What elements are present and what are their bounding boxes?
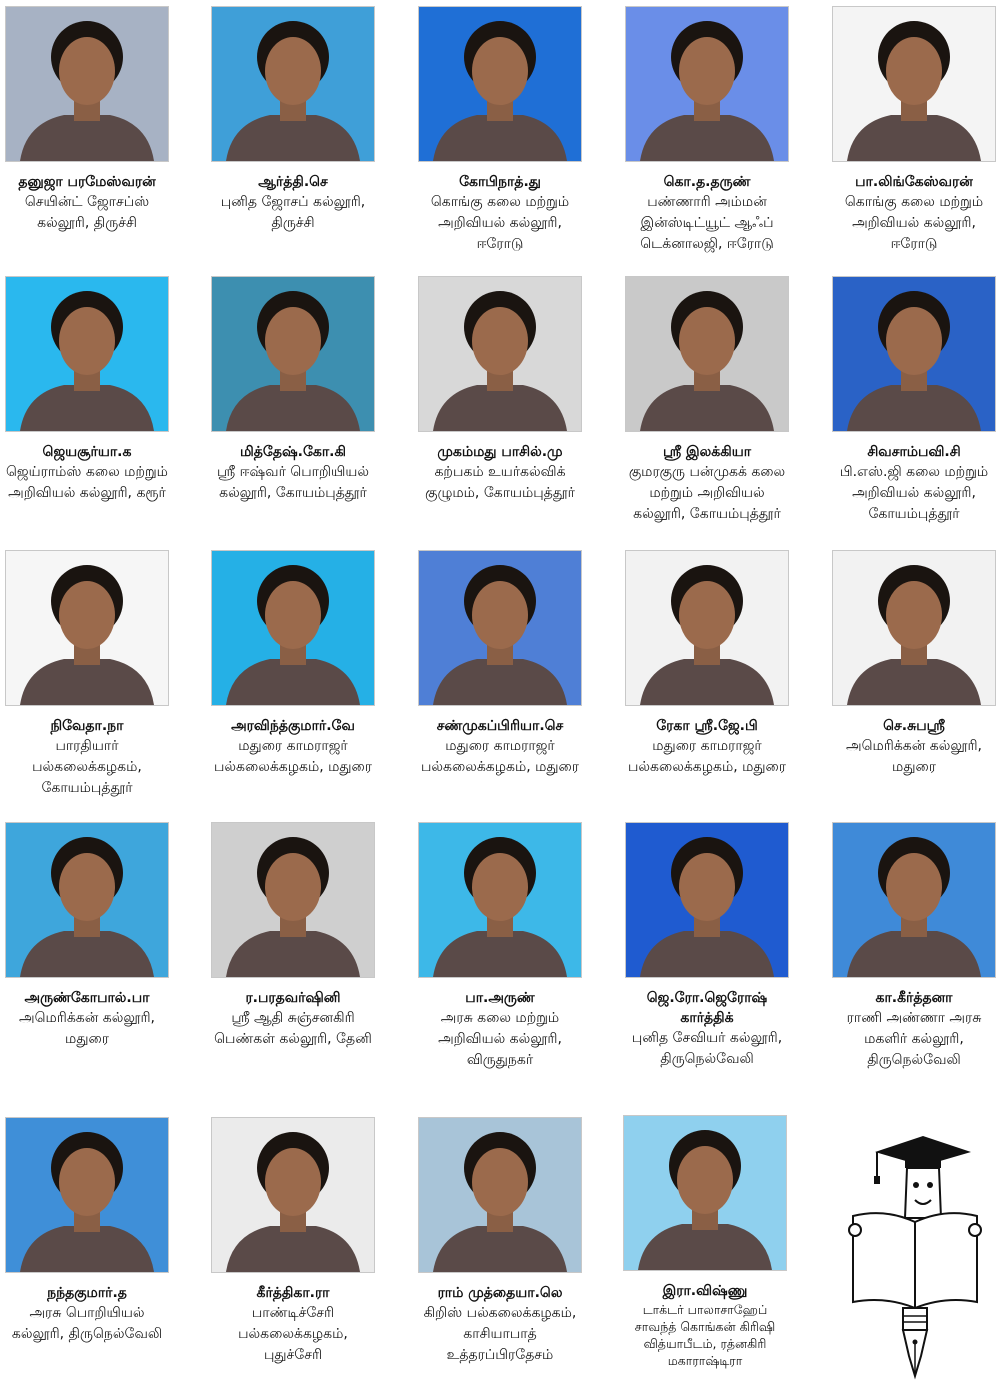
- portrait-shoulders: [226, 1226, 360, 1272]
- portrait-silhouette-icon: [833, 7, 995, 161]
- person-name: ஆர்த்தி.செ: [258, 174, 328, 190]
- person-institution: கொங்கு கலை மற்றும் அறிவியல் கல்லூரி, ஈரோடு: [430, 194, 570, 252]
- portrait-face: [59, 853, 115, 921]
- person-card: [208, 6, 378, 234]
- portrait-shoulders: [433, 931, 567, 977]
- person-photo: [832, 276, 996, 432]
- portrait-silhouette-icon: [833, 823, 995, 977]
- person-institution: பாண்டிச்சேரி பல்கலைக்கழகம், புதுச்சேரி: [238, 1305, 348, 1363]
- person-photo: [211, 6, 375, 162]
- portrait-face: [679, 581, 735, 649]
- portrait-shoulders: [640, 659, 774, 705]
- portrait-silhouette-icon: [419, 277, 581, 431]
- portrait-face: [59, 307, 115, 375]
- portrait-silhouette-icon: [212, 823, 374, 977]
- portrait-face: [472, 853, 528, 921]
- portrait-face: [59, 581, 115, 649]
- portrait-silhouette-icon: [626, 551, 788, 705]
- person-institution: அமெரிக்கன் கல்லூரி, மதுரை: [19, 1010, 155, 1047]
- portrait-silhouette-icon: [833, 277, 995, 431]
- person-photo: [625, 822, 789, 978]
- person-institution: மதுரை காமராஜர் பல்கலைக்கழகம், மதுரை: [213, 738, 373, 775]
- person-institution: கொங்கு கலை மற்றும் அறிவியல் கல்லூரி, ஈரோடு: [844, 194, 984, 252]
- person-institution: ஜெய்ராம்ஸ் கலை மற்றும் அறிவியல் கல்லூரி, கரூர்: [6, 464, 168, 501]
- person-institution: பண்ணாரி அம்மன் இன்ஸ்டிட்யூட் ஆஃப் டெக்னாலஜி, ஈரோடு: [640, 194, 774, 252]
- portrait-face: [59, 1148, 115, 1216]
- person-institution: குமரகுரு பன்முகக் கலை மற்றும் அறிவியல் கல்லூரி, கோயம்புத்தூர்: [628, 464, 786, 522]
- portrait-silhouette-icon: [212, 7, 374, 161]
- portrait-silhouette-icon: [419, 823, 581, 977]
- person-institution: ஸ்ரீ ஆதி சுஞ்சனகிரி பெண்கள் கல்லூரி, தேனி: [214, 1010, 372, 1047]
- portrait-face: [59, 37, 115, 105]
- person-name: பா.லிங்கேஸ்வரன்: [855, 174, 973, 190]
- portrait-face: [472, 37, 528, 105]
- portrait-shoulders: [638, 1224, 772, 1270]
- portrait-face: [472, 1148, 528, 1216]
- portrait-shoulders: [433, 115, 567, 161]
- person-institution: பாரதியார் பல்கலைக்கழகம், கோயம்புத்தூர்: [32, 738, 142, 796]
- person-photo: [5, 6, 169, 162]
- person-card: [829, 822, 999, 1071]
- person-photo: [625, 276, 789, 432]
- portrait-silhouette-icon: [6, 7, 168, 161]
- person-photo: [418, 6, 582, 162]
- person-photo: [625, 550, 789, 706]
- portrait-silhouette-icon: [212, 277, 374, 431]
- portrait-face: [265, 307, 321, 375]
- person-card: [2, 822, 172, 1050]
- person-name: ர.பரதவர்ஷினி: [245, 990, 341, 1006]
- person-photo: [5, 550, 169, 706]
- person-photo: [5, 276, 169, 432]
- person-institution: மதுரை காமராஜர் பல்கலைக்கழகம், மதுரை: [420, 738, 580, 775]
- person-name: ஸ்ரீ இலக்கியா: [662, 444, 752, 460]
- person-name: கோபிநாத்.து: [459, 174, 541, 190]
- person-photo: [623, 1115, 787, 1271]
- person-card: [2, 550, 172, 799]
- portrait-shoulders: [640, 115, 774, 161]
- person-institution: அரசு பொறியியல் கல்லூரி, திருநெல்வேலி: [11, 1305, 163, 1342]
- portrait-shoulders: [640, 931, 774, 977]
- portrait-silhouette-icon: [419, 7, 581, 161]
- person-name: முகம்மது பாசில்.மு: [437, 444, 563, 460]
- person-card: [622, 6, 792, 255]
- person-photo: [418, 276, 582, 432]
- person-photo: [418, 822, 582, 978]
- portrait-shoulders: [226, 115, 360, 161]
- person-card: [208, 550, 378, 778]
- portrait-shoulders: [20, 659, 154, 705]
- person-name: கீர்த்திகா.ரா: [256, 1285, 330, 1301]
- person-card: [622, 550, 792, 778]
- portrait-shoulders: [20, 115, 154, 161]
- person-card: [2, 1117, 172, 1345]
- person-name: பா.அருண்: [465, 990, 535, 1006]
- person-name: இரா.விஷ்ணு: [662, 1283, 748, 1299]
- portrait-silhouette-icon: [626, 277, 788, 431]
- person-name: தனுஜா பரமேஸ்வரன்: [18, 174, 156, 190]
- person-card: [620, 1115, 790, 1369]
- portrait-shoulders: [433, 1226, 567, 1272]
- person-card: [829, 6, 999, 255]
- person-photo: [418, 550, 582, 706]
- portrait-shoulders: [640, 385, 774, 431]
- portrait-shoulders: [20, 1226, 154, 1272]
- portrait-face: [886, 37, 942, 105]
- portrait-shoulders: [20, 385, 154, 431]
- portrait-shoulders: [226, 931, 360, 977]
- person-name: நிவேதா.நா: [50, 718, 124, 734]
- person-institution: ஸ்ரீ ஈஷ்வர் பொறியியல் கல்லூரி, கோயம்புத்தூர்: [216, 464, 370, 501]
- person-institution: புனித ஜோசப் கல்லூரி, திருச்சி: [220, 194, 366, 231]
- portrait-face: [886, 853, 942, 921]
- person-photo: [211, 550, 375, 706]
- person-name: அருண்கோபால்.பா: [24, 990, 150, 1006]
- person-institution: அரசு கலை மற்றும் அறிவியல் கல்லூரி, விருதுநகர்: [438, 1010, 562, 1068]
- person-name: கொ.த.தருண்: [663, 174, 751, 190]
- person-photo: [211, 1117, 375, 1273]
- person-name: சண்முகப்பிரியா.செ: [436, 718, 564, 734]
- person-name: செ.சுபஸ்ரீ: [883, 718, 945, 734]
- person-institution: டாக்டர் பாலாசாஹேப் சாவந்த் கொங்கன் கிரிஷி வித்யாபீடம், ரத்னகிரி மகாராஷ்டிரா: [634, 1302, 776, 1368]
- person-name: ஜெ.ரோ.ஜெரோஷ் கார்த்திக்: [646, 990, 768, 1026]
- person-name: ரேகா ஸ்ரீ.ஜே.பி: [656, 718, 758, 734]
- person-photo: [211, 822, 375, 978]
- person-photo: [5, 822, 169, 978]
- portrait-face: [679, 307, 735, 375]
- person-card: [415, 550, 585, 778]
- portrait-silhouette-icon: [626, 823, 788, 977]
- person-institution: செயின்ட் ஜோசப்ஸ் கல்லூரி, திருச்சி: [24, 194, 150, 231]
- portrait-face: [886, 307, 942, 375]
- person-photo: [211, 276, 375, 432]
- portrait-silhouette-icon: [626, 7, 788, 161]
- person-institution: அமெரிக்கன் கல்லூரி, மதுரை: [846, 738, 982, 775]
- portrait-face: [265, 581, 321, 649]
- portrait-shoulders: [847, 385, 981, 431]
- person-institution: பி.எஸ்.ஜி கலை மற்றும் அறிவியல் கல்லூரி, கோயம்புத்தூர்: [839, 464, 989, 522]
- person-name: நந்தகுமார்.த: [47, 1285, 127, 1301]
- person-name: மித்தேஷ்.கோ.கி: [240, 444, 346, 460]
- portrait-face: [679, 853, 735, 921]
- person-card: [208, 1117, 378, 1366]
- person-name: ராம் முத்தையா.லெ: [437, 1285, 563, 1301]
- person-institution: ராணி அண்ணா அரசு மகளிர் கல்லூரி, திருநெல்வேலி: [846, 1010, 982, 1068]
- person-card: [829, 550, 999, 778]
- portrait-shoulders: [847, 659, 981, 705]
- portrait-shoulders: [847, 115, 981, 161]
- portrait-shoulders: [226, 659, 360, 705]
- person-photo: [832, 822, 996, 978]
- person-photo: [5, 1117, 169, 1273]
- person-photo: [625, 6, 789, 162]
- person-card: [622, 276, 792, 525]
- graduate-book-mascot-icon: [845, 1130, 985, 1380]
- person-card: [208, 822, 378, 1050]
- person-card: [208, 276, 378, 504]
- portrait-silhouette-icon: [624, 1116, 786, 1270]
- portrait-silhouette-icon: [6, 277, 168, 431]
- portrait-shoulders: [226, 385, 360, 431]
- person-card: [2, 6, 172, 234]
- portrait-face: [265, 1148, 321, 1216]
- person-institution: மதுரை காமராஜர் பல்கலைக்கழகம், மதுரை: [627, 738, 787, 775]
- person-photo: [418, 1117, 582, 1273]
- person-card: [415, 6, 585, 255]
- person-card: [622, 822, 792, 1070]
- portrait-shoulders: [433, 659, 567, 705]
- portrait-silhouette-icon: [212, 551, 374, 705]
- person-card: [415, 822, 585, 1071]
- person-institution: கற்பகம் உயர்கல்விக் குழுமம், கோயம்புத்தூர்: [425, 464, 575, 501]
- portrait-face: [679, 37, 735, 105]
- portrait-silhouette-icon: [833, 551, 995, 705]
- person-name: ஜெயசூர்யா.க: [42, 444, 132, 460]
- portrait-shoulders: [20, 931, 154, 977]
- person-name: கா.கீர்த்தனா: [875, 990, 953, 1006]
- portrait-face: [472, 307, 528, 375]
- person-institution: கிறிஸ் பல்கலைக்கழகம், காசியாபாத் உத்தரப்பிரதேசம்: [423, 1305, 577, 1363]
- portrait-face: [677, 1146, 733, 1214]
- portrait-silhouette-icon: [6, 823, 168, 977]
- person-card: [415, 276, 585, 504]
- portrait-silhouette-icon: [212, 1118, 374, 1272]
- portrait-face: [472, 581, 528, 649]
- person-institution: புனித சேவியர் கல்லூரி, திருநெல்வேலி: [631, 1030, 783, 1067]
- person-card: [415, 1117, 585, 1366]
- person-name: அரவிந்த்குமார்.வே: [231, 718, 355, 734]
- portrait-face: [265, 37, 321, 105]
- person-photo: [832, 550, 996, 706]
- portrait-shoulders: [847, 931, 981, 977]
- portrait-shoulders: [433, 385, 567, 431]
- portrait-silhouette-icon: [6, 1118, 168, 1272]
- portrait-silhouette-icon: [6, 551, 168, 705]
- person-card: [829, 276, 999, 525]
- portrait-face: [265, 853, 321, 921]
- portrait-face: [886, 581, 942, 649]
- person-card: [2, 276, 172, 504]
- person-name: சிவசாம்பவி.சி: [867, 444, 961, 460]
- person-photo: [832, 6, 996, 162]
- portrait-silhouette-icon: [419, 551, 581, 705]
- portrait-silhouette-icon: [419, 1118, 581, 1272]
